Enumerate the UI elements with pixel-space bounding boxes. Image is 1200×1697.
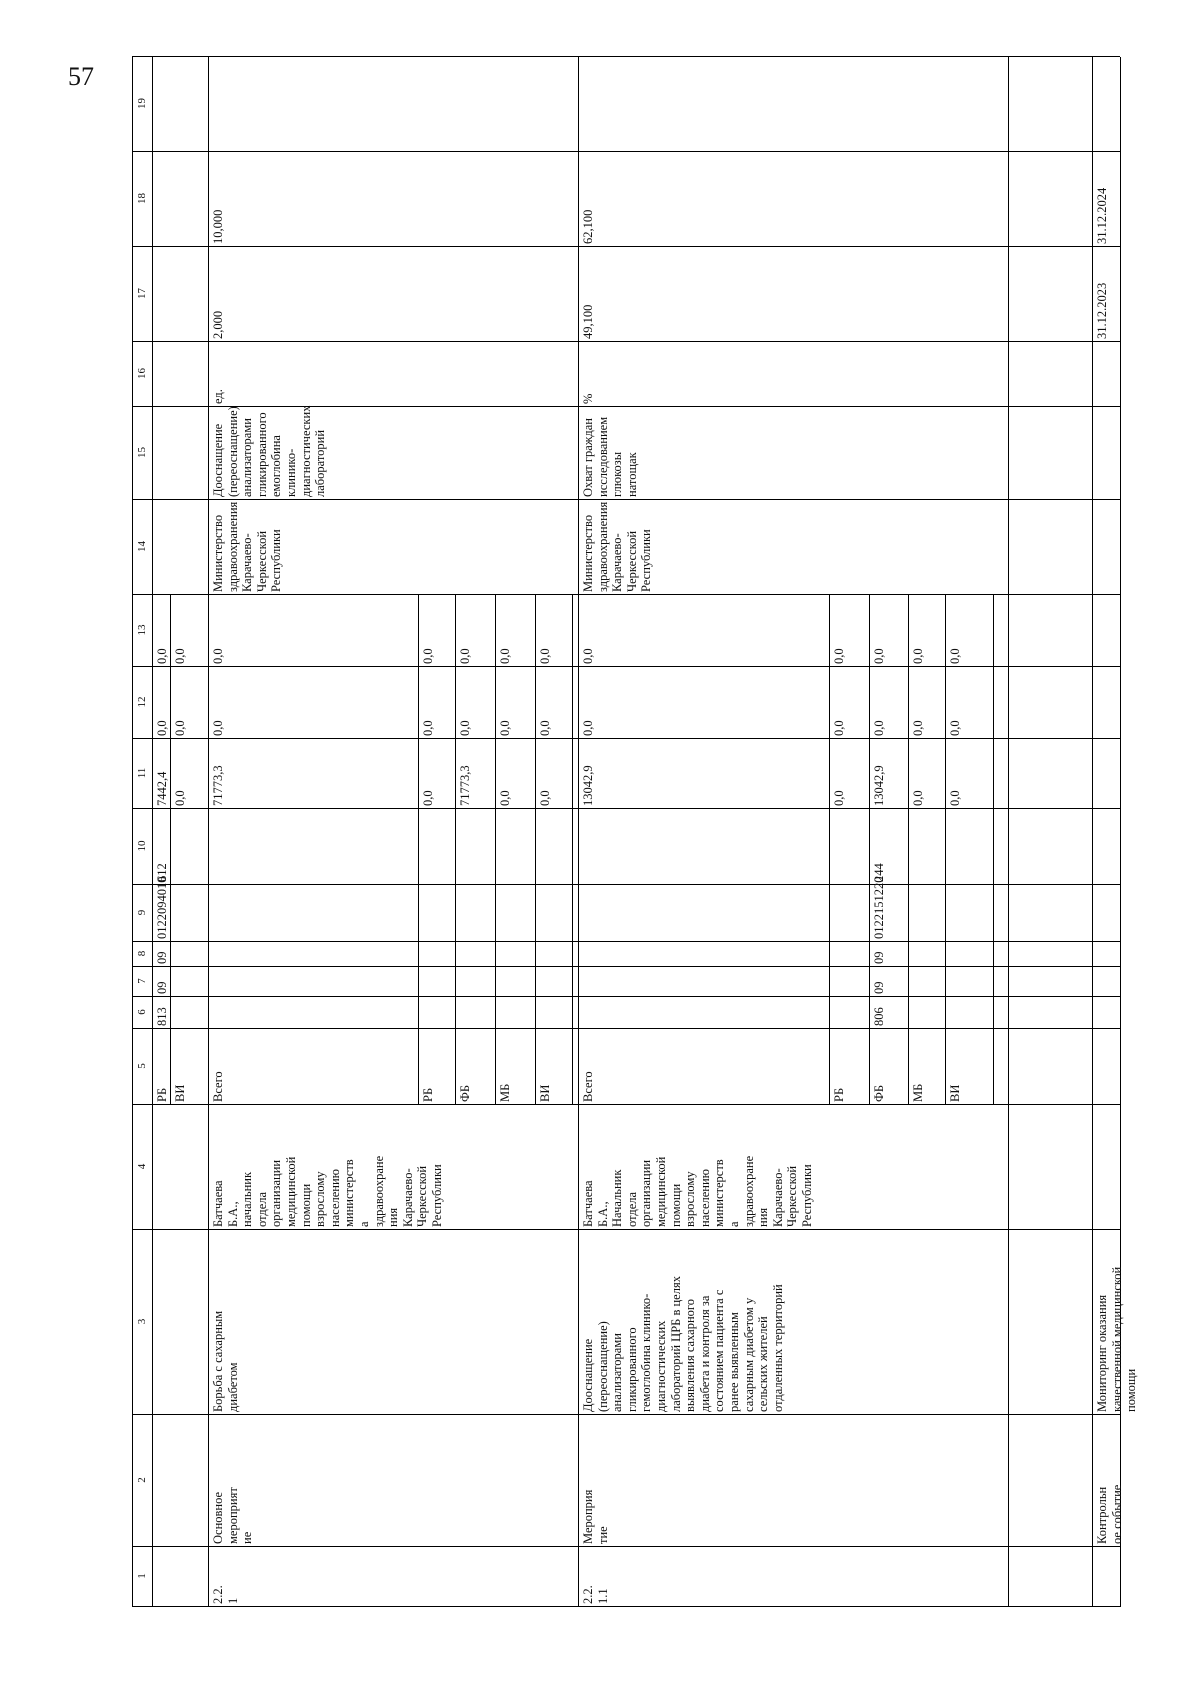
budget-cell-c13: 0,0: [872, 648, 886, 664]
row-type: Мероприя тие: [581, 1489, 610, 1544]
budget-cell-c11: 7442,4: [155, 771, 169, 806]
budget-cell-c7: 09: [155, 981, 169, 994]
column-border: [132, 246, 1120, 247]
budget-cell-c12: 0,0: [173, 720, 187, 736]
column-border: [132, 996, 1120, 997]
budget-cell-c9: 0122151220: [872, 876, 886, 939]
budget-cell-c12: 0,0: [948, 720, 962, 736]
column-border: [132, 594, 1120, 595]
budget-subrow-border: [495, 595, 496, 1105]
column-number-16: 16: [136, 368, 148, 379]
activity-name: Дооснащение (переоснащение) анализаторами гликированного гемоглобина клинико- диагностических лабораторий ЦРБ в целях выявления сахарного диабета и контроля за состоянием пациента с ранее выявленным сахарным диабетом у сельских жителей отдаленных территорий: [581, 1276, 785, 1412]
budget-cell-c13: 0,0: [498, 648, 512, 664]
column-number-13: 13: [136, 624, 148, 636]
column-border: [132, 941, 1120, 942]
budget-subrow-border: [418, 595, 419, 1105]
unit: %: [581, 393, 595, 404]
budget-cell-c13: 0,0: [155, 648, 169, 664]
budget-cell-c13: 0,0: [832, 648, 846, 664]
column-number-14: 14: [136, 541, 148, 552]
budget-cell-c13: 0,0: [173, 648, 187, 664]
row-type: Основное мероприят ие: [211, 1487, 255, 1544]
column-border: [132, 341, 1120, 342]
budget-cell-c12: 0,0: [911, 720, 925, 736]
budget-subrow-border: [945, 595, 946, 1105]
executor: Министерство здравоохранения Карачаево- Черкесской Республики: [581, 501, 654, 592]
column-border: [132, 1104, 1120, 1105]
budget-cell-c13: 0,0: [421, 648, 435, 664]
budget-cell-c12: 0,0: [872, 720, 886, 736]
column-border: [132, 1229, 1120, 1230]
budget-subrow-border: [908, 595, 909, 1105]
column-number-12: 12: [136, 696, 148, 708]
column-number-18: 18: [136, 193, 148, 204]
column-border: [132, 966, 1120, 967]
budget-cell-c11: 0,0: [948, 790, 962, 806]
budget-cell-c12: 0,0: [498, 720, 512, 736]
funding-source-label: МБ: [498, 1083, 512, 1102]
column-number-9: 9: [136, 909, 148, 916]
funding-source-label: МБ: [911, 1083, 925, 1102]
executor: Министерство здравоохранения Карачаево- Черкесской Республики: [211, 501, 284, 592]
budget-cell-c6: 813: [155, 1007, 169, 1026]
row-type: Контрольн ое событие: [1095, 1484, 1124, 1544]
budget-cell-c11: 0,0: [538, 790, 552, 806]
funding-source-label: Всего: [581, 1071, 595, 1102]
budget-cell-c12: 0,0: [538, 720, 552, 736]
budget-cell-c11: 71773,3: [458, 765, 472, 806]
budget-subrow-border: [993, 595, 994, 1105]
budget-cell-c13: 0,0: [581, 648, 595, 664]
budget-cell-c12: 0,0: [458, 720, 472, 736]
budget-cell-c12: 0,0: [155, 720, 169, 736]
column-number-10: 10: [136, 840, 148, 852]
column-border: [132, 1028, 1120, 1029]
table-top-border: [132, 57, 133, 1607]
budget-cell-c11: 13042,9: [581, 765, 595, 806]
column-number-8: 8: [136, 950, 148, 957]
budget-cell-c11: 0,0: [832, 790, 846, 806]
responsible-person: Батчаева Б.А., Начальник отдела организации медицинской помощи взрослому населению министерств а здравоохране ния Карачаево- Черкесской Республики: [581, 1155, 814, 1227]
column-number-11: 11: [136, 767, 148, 779]
budget-cell-c8: 09: [155, 951, 169, 964]
funding-source-label: ВИ: [538, 1084, 552, 1102]
row-number: 2.2. 1.1: [581, 1585, 610, 1604]
budget-cell-c12: 0,0: [581, 720, 595, 736]
budget-cell-c12: 0,0: [832, 720, 846, 736]
budget-cell-c10: 612: [155, 863, 169, 882]
responsible-person: Батчаева Б.А., начальник отдела организации медицинской помощи взрослому населению министерств а здравоохране ния Карачаево- Черкесской Республики: [211, 1155, 444, 1227]
column-border: [132, 808, 1120, 809]
column-border: [132, 151, 1120, 152]
column-border: [132, 1414, 1120, 1415]
column-number-4: 4: [136, 1163, 148, 1170]
value-2024: 62,100: [581, 209, 595, 244]
budget-subrow-border: [829, 595, 830, 1105]
table-left-border: [132, 1606, 1120, 1607]
row-border: [208, 57, 209, 1607]
column-border: [132, 499, 1120, 500]
budget-subrow-border: [170, 595, 171, 1105]
budget-cell-c11: 0,0: [911, 790, 925, 806]
value-2023: 2,000: [211, 310, 225, 339]
budget-cell-c13: 0,0: [911, 648, 925, 664]
column-number-19: 19: [136, 98, 148, 109]
funding-source-label: ВИ: [948, 1084, 962, 1102]
budget-cell-c8: 09: [872, 951, 886, 964]
budget-cell-c13: 0,0: [211, 648, 225, 664]
funding-source-label: ФБ: [458, 1084, 472, 1102]
budget-cell-c11: 13042,9: [872, 765, 886, 806]
funding-source-label: ФБ: [872, 1084, 886, 1102]
activity-name: Мониторинг оказания качественной медицинской помощи: [1095, 1266, 1139, 1412]
funding-source-label: ВИ: [173, 1084, 187, 1102]
unit: ед.: [211, 389, 225, 404]
funding-source-label: Всего: [211, 1071, 225, 1102]
page-number: 57: [68, 62, 94, 91]
indicator-name: Охват граждан исследованием глюкозы натощак: [581, 416, 639, 497]
row-border: [1092, 57, 1093, 1607]
budget-cell-c7: 09: [872, 981, 886, 994]
row-border: [1008, 57, 1009, 1607]
column-number-6: 6: [136, 1009, 148, 1015]
funding-source-label: РБ: [832, 1087, 846, 1102]
budget-subrow-border: [572, 595, 573, 1105]
budget-cell-c12: 0,0: [211, 720, 225, 736]
budget-cell-c11: 0,0: [498, 790, 512, 806]
budget-cell-c13: 0,0: [948, 648, 962, 664]
funding-source-label: РБ: [421, 1087, 435, 1102]
column-number-17: 17: [136, 288, 148, 299]
budget-cell-c11: 0,0: [421, 790, 435, 806]
row-border: [578, 57, 579, 1607]
funding-source-label: РБ: [155, 1087, 169, 1102]
budget-cell-c11: 71773,3: [211, 765, 225, 806]
header-bottom-border: [152, 57, 153, 1607]
control-date-2023: 31.12.2023: [1095, 282, 1109, 339]
column-border: [132, 884, 1120, 885]
column-border: [132, 1546, 1120, 1547]
indicator-name: Дооснащение (переоснащение) анализаторами гликированного емоглобина клинико- диагностических лабораторий: [211, 405, 328, 497]
budget-cell-c9: 0122094010: [155, 876, 169, 939]
column-number-7: 7: [136, 978, 148, 984]
column-number-5: 5: [136, 1063, 148, 1069]
column-border: [132, 666, 1120, 667]
column-number-2: 2: [136, 1477, 148, 1483]
budget-cell-c12: 0,0: [421, 720, 435, 736]
value-2023: 49,100: [581, 304, 595, 339]
control-date-2024: 31.12.2024: [1095, 187, 1109, 244]
column-number-15: 15: [136, 447, 148, 458]
activity-name: Борьба с сахарным диабетом: [211, 1310, 240, 1412]
budget-subrow-border: [869, 595, 870, 1105]
column-border: [132, 56, 1120, 57]
column-number-3: 3: [136, 1318, 148, 1325]
budget-subrow-border: [535, 595, 536, 1105]
budget-cell-c10: 244: [872, 863, 886, 882]
budget-cell-c6: 806: [872, 1007, 886, 1026]
budget-cell-c13: 0,0: [538, 648, 552, 664]
row-number: 2.2. 1: [211, 1585, 240, 1604]
column-number-1: 1: [136, 1573, 148, 1579]
value-2024: 10,000: [211, 209, 225, 244]
budget-subrow-border: [455, 595, 456, 1105]
column-border: [132, 738, 1120, 739]
budget-cell-c11: 0,0: [173, 790, 187, 806]
budget-cell-c13: 0,0: [458, 648, 472, 664]
